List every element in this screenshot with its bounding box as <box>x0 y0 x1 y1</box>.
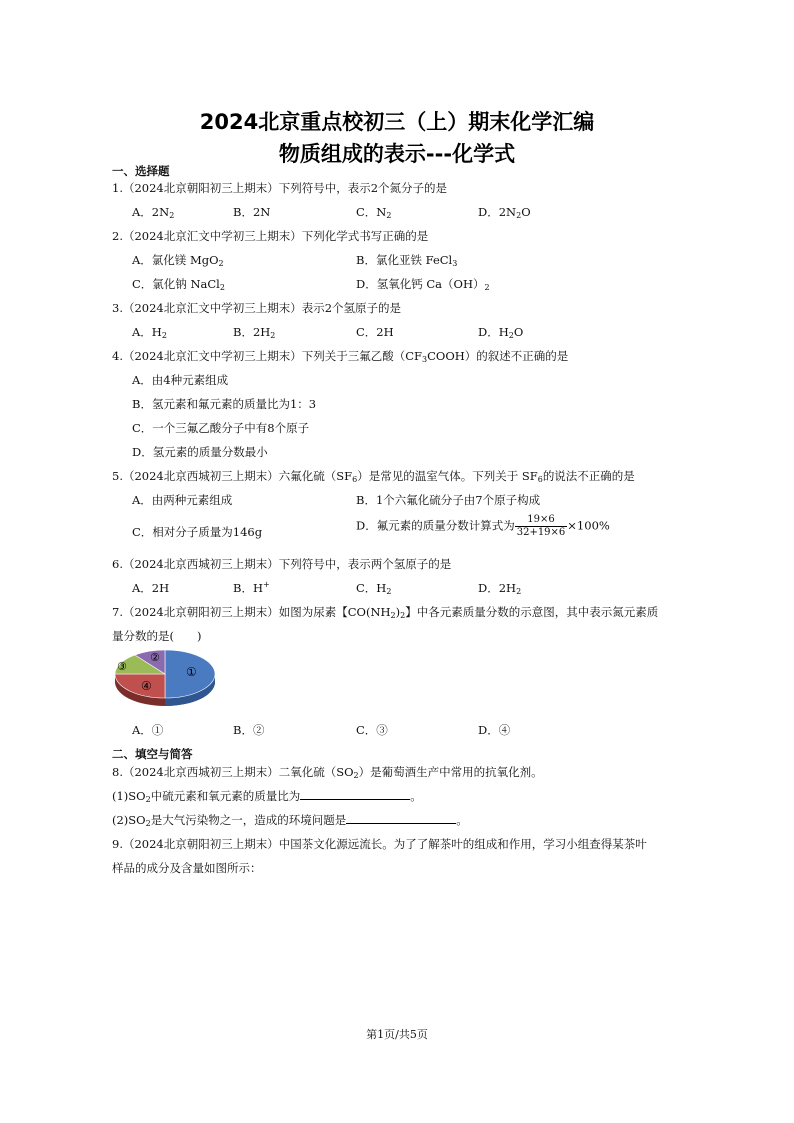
q4-option-b: B．氢元素和氟元素的质量比为1：3 <box>132 397 317 411</box>
q8-part-1: $(1)SO_2$中硫元素和氧元素的质量比为 。 <box>112 789 422 804</box>
q2-option-a: A．氯化镁 MgO$_2$ <box>132 253 224 268</box>
urea-pie-figure <box>113 646 217 708</box>
fluorine-fraction: $\frac{19\times 6}{32+19\times 6}$ <box>516 514 566 538</box>
question-4-stem: 4.（2024北京汇文中学初三上期末）下列关于三氟乙酸$(CF_3COOH)$的叙述不正确的是 <box>112 349 569 364</box>
q6-option-b: B．H+ <box>233 580 270 595</box>
question-1-stem: 1.（2024北京朝阳初三上期末）下列符号中，表示2个氮分子的是 <box>112 181 448 195</box>
q6-option-d: D．$2H_2$ <box>478 581 522 596</box>
question-7-stem: 7.（2024北京朝阳初三上期末）如图为尿素【$CO(NH_2)_2$】中各元素质量分数的示意图，其中表示氮元素质 <box>112 605 659 620</box>
question-9-stem: 9.（2024北京朝阳初三上期末）中国茶文化源远流长。为了了解茶叶的组成和作用，学习小组查得某茶叶 <box>112 837 647 851</box>
q5-option-c: C．相对分子质量为146g <box>132 525 263 539</box>
q4-option-a: A．由4种元素组成 <box>132 373 229 387</box>
q2-option-b: B．氯化亚铁 FeCl$_3$ <box>356 253 458 268</box>
question-3-stem: 3.（2024北京汇文中学初三上期末）表示2个氢原子的是 <box>112 301 402 315</box>
q5-option-a: A．由两种元素组成 <box>132 493 233 507</box>
section-heading-choice: 一、选择题 <box>112 164 170 178</box>
q1-option-d: D．$2N_2O$ <box>478 205 531 220</box>
page-title: 2024北京重点校初三（上）期末化学汇编 <box>199 110 595 134</box>
page-subtitle: 物质组成的表示---化学式 <box>278 142 516 166</box>
pie-label-3: ③ <box>117 660 127 673</box>
q1-option-c: C．$N_2$ <box>356 205 392 220</box>
pie-label-1: ① <box>186 665 197 679</box>
question-5-stem: 5.（2024北京西城初三上期末）六氟化硫$(SF_6)$是常见的温室气体。下列关于 $SF_6$的说法不正确的是 <box>112 469 635 484</box>
q3-option-d: D．$H_2O$ <box>478 325 524 340</box>
q6-option-a: A．2H <box>132 581 170 595</box>
q1-option-a: A．$2N_2$ <box>132 205 175 220</box>
q6-option-c: C．$H_2$ <box>356 581 392 596</box>
q2-option-d: D．氢氧化钙 $Ca(OH)_2$ <box>356 277 490 292</box>
question-2-stem: 2.（2024北京汇文中学初三上期末）下列化学式书写正确的是 <box>112 229 429 243</box>
question-6-stem: 6.（2024北京西城初三上期末）下列符号中，表示两个氢原子的是 <box>112 557 452 571</box>
q8-answer-blank-2[interactable] <box>346 812 456 824</box>
q7-option-a: A．① <box>132 723 164 737</box>
q3-option-b: B．$2H_2$ <box>233 325 276 340</box>
q1-option-b: B．2N <box>233 205 271 219</box>
q7-option-b: B．② <box>233 723 265 737</box>
page-footer: 第1页/共5页 <box>366 1028 428 1041</box>
q4-option-d: D．氢元素的质量分数最小 <box>132 445 268 459</box>
q3-option-a: A．$H_2$ <box>132 325 167 340</box>
question-8-stem: 8.（2024北京西城初三上期末）二氧化硫$(SO_2)$是葡萄酒生产中常用的抗氧化剂。 <box>112 765 543 780</box>
q8-part-2: $(2)SO_2$是大气污染物之一，造成的环境问题是 。 <box>112 813 468 828</box>
section-heading-fill: 二、填空与简答 <box>112 747 193 761</box>
q3-option-c: C．2H <box>356 325 394 339</box>
q7-option-c: C．③ <box>356 723 388 737</box>
q8-answer-blank-1[interactable] <box>300 788 410 800</box>
q2-option-c: C．氯化钠 NaCl$_2$ <box>132 277 225 292</box>
question-7-stem-line2: 量分数的是( ) <box>112 629 202 643</box>
q4-option-c: C．一个三氟乙酸分子中有8个原子 <box>132 421 310 435</box>
pie-label-2: ② <box>150 651 160 664</box>
q5-option-d: D．氟元素的质量分数计算式为 $\frac{19\times 6}{32+19\times 6}$ ×100% <box>356 514 610 538</box>
q5-option-b: B．1个六氟化硫分子由7个原子构成 <box>356 493 541 507</box>
pie-label-4: ④ <box>141 679 152 693</box>
q7-option-d: D．④ <box>478 723 511 737</box>
question-9-stem-line2: 样品的成分及含量如图所示： <box>112 861 262 875</box>
